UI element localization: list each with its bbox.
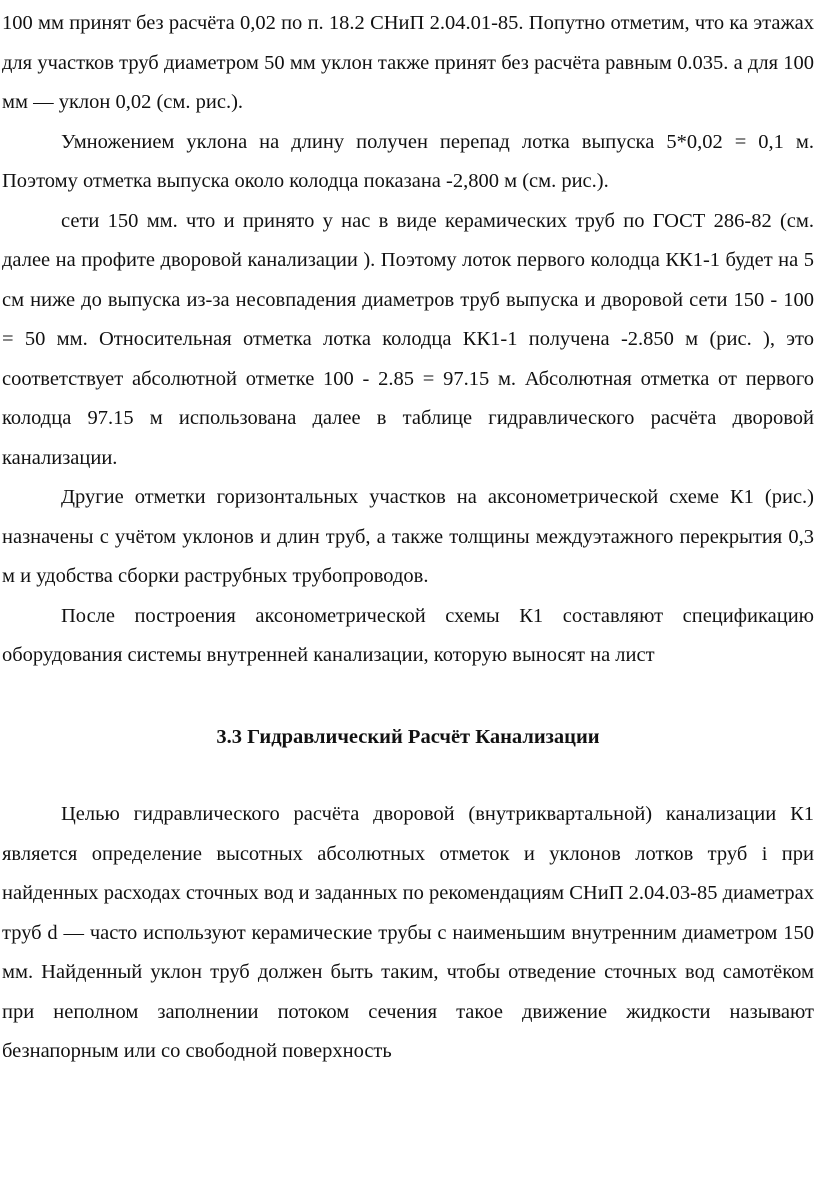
spacer — [2, 676, 814, 718]
paragraph-hydraulic-goal: Целью гидравлического расчёта дворовой (внутриквартальной) канализации К1 является определение высотных абсолютных отметок и уклонов лотков труб i при найденных расходах сточных вод и заданных по рекомендациям СНиП 2.04.03-85 диаметрах труб d — часто используют керамические трубы с наименьшим внутренним диаметром 150 мм. Найденный уклон труб должен быть таким, чтобы отведение сточных вод самотёком при неполном заполнении потоком сечения такое движение жидкости называют безнапорным или со свободной поверхность — [2, 803, 814, 1062]
paragraph-yard-network: сети 150 мм. что и принято у нас в виде керамических труб по ГОСТ 286-82 (см. далее на профите дворовой канализации ). Поэтому лоток первого колодца КК1-1 будет на 5 см ниже до выпуска из-за несовпадения диаметров труб выпуска и дворовой сети 150 - 100 = 50 мм. Относительная отметка лотка колодца КК1-1 получена -2.850 м (рис. ), это соответствует абсолютной отметке 100 - 2.85 = 97.15 м. Абсолютная отметка от первого колодца 97.15 м использована далее в таблице гидравлического расчёта дворовой канализации. — [2, 209, 814, 469]
paragraph-other-marks: Другие отметки горизонтальных участков на аксонометрической схеме К1 (рис.) назначены с учётом уклонов и длин труб, а также толщины междуэтажного перекрытия 0,3 м и удобства сборки раструбных трубопроводов. — [2, 486, 814, 587]
section-heading: 3.3 Гидравлический Расчёт Канализации — [216, 725, 600, 748]
paragraph-specification: После построения аксонометрической схемы К1 составляют спецификацию оборудования системы внутренней канализации, которую выносят на лист — [2, 604, 814, 666]
paragraph-outlet-drop: Умножением уклона на длину получен перепад лотка выпуска 5*0,02 = 0,1 м. Поэтому отметка выпуска около колодца показана -2,800 м (см. рис.). — [2, 130, 814, 192]
paragraph-slope-continuation: 100 мм принят без расчёта 0,02 по п. 18.2 СНиП 2.04.01-85. Попутно отметим, что ка этажах для участков труб диаметром 50 мм уклон также принят без расчёта равным 0.035. а для 100 мм — уклон 0,02 (см. рис.). — [2, 12, 814, 113]
spacer — [2, 757, 814, 795]
